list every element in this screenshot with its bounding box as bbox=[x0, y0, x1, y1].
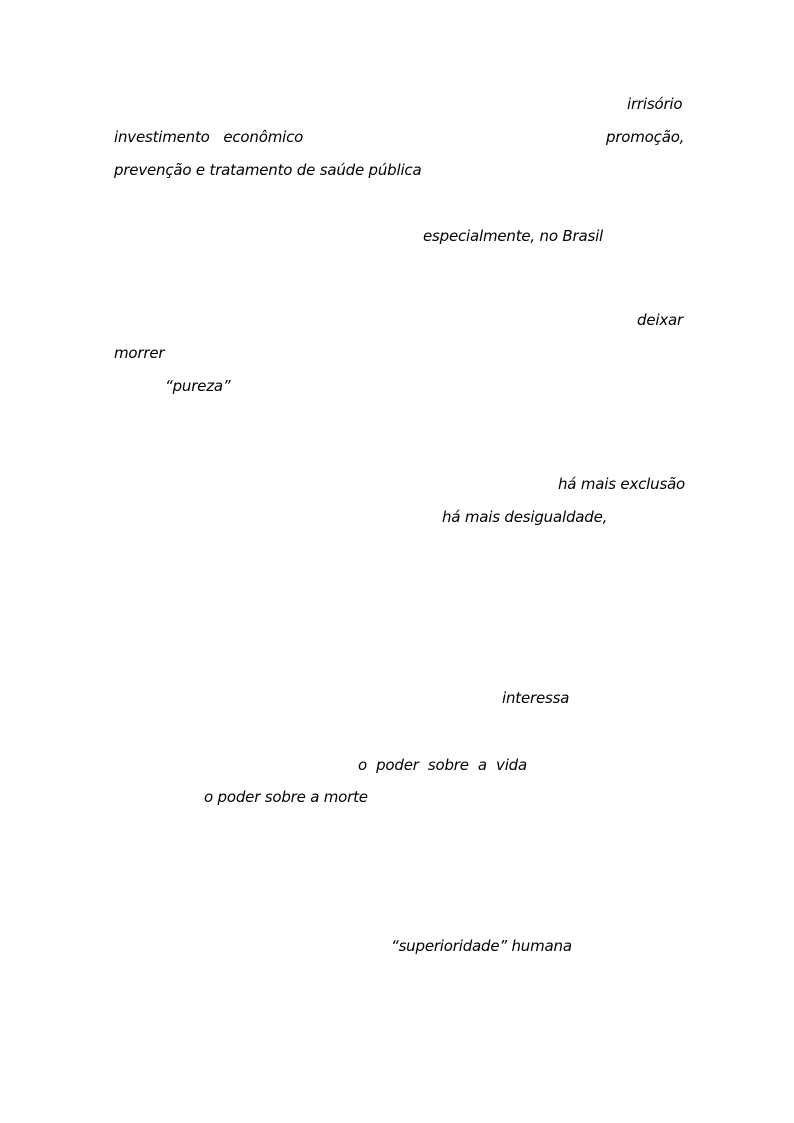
fragment-superioridade: “superioridade” humana bbox=[391, 937, 572, 955]
fragment-poder-morte: o poder sobre a morte bbox=[204, 788, 368, 806]
fragment-morrer: morrer bbox=[114, 344, 165, 362]
fragment-prevencao: prevenção e tratamento de saúde pública bbox=[114, 161, 422, 179]
fragment-deixar: deixar bbox=[637, 311, 683, 329]
fragment-desigualdade: há mais desigualdade, bbox=[442, 508, 608, 526]
fragment-poder-vida: o poder sobre a vida bbox=[358, 756, 527, 774]
fragment-promocao: promoção, bbox=[606, 128, 685, 146]
fragment-investimento-economico: investimento econômico bbox=[114, 128, 304, 146]
fragment-pureza: “pureza” bbox=[165, 377, 231, 395]
fragment-interessa: interessa bbox=[502, 689, 570, 707]
fragment-irrisorio: irrisório bbox=[627, 95, 683, 113]
fragment-especialmente: especialmente, no Brasil bbox=[423, 227, 604, 245]
fragment-exclusao: há mais exclusão bbox=[558, 475, 686, 493]
